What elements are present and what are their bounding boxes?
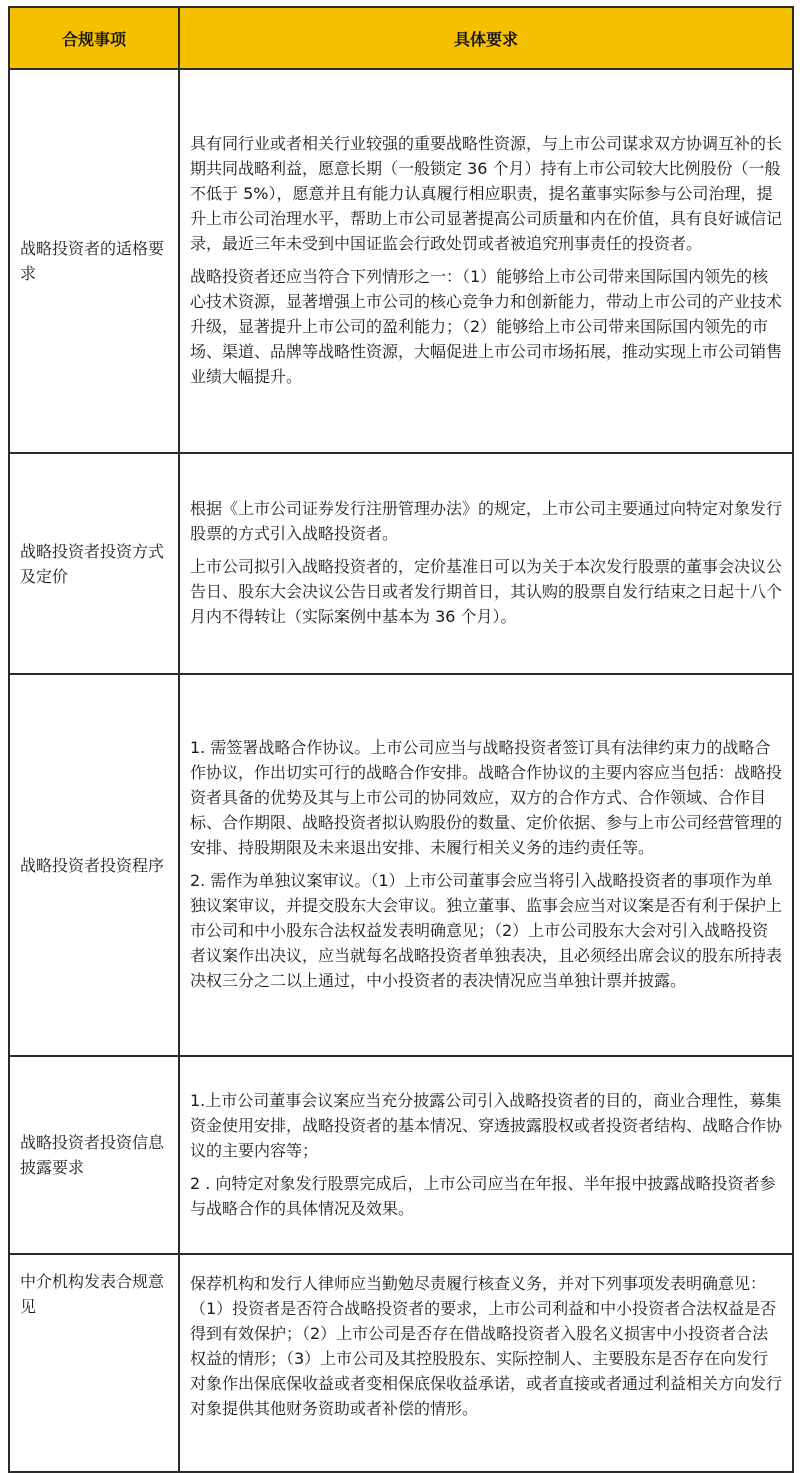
requirement-paragraph: 上市公司拟引入战略投资者的，定价基准日可以为关于本次发行股票的董事会决议公告日、股东大会决议公告日或者发行期首日，其认购的股票自发行结束之日起十八个月内不得转让（实际案例中基本为 36 个月）。 xyxy=(190,557,783,626)
row-requirements xyxy=(179,453,793,674)
table-row xyxy=(9,1056,793,1254)
header-compliance-item: 合规事项 xyxy=(9,7,179,69)
row-requirements xyxy=(179,1056,793,1254)
header-specific-requirements: 具体要求 xyxy=(179,7,793,69)
table-header-row xyxy=(9,7,793,69)
table-row xyxy=(9,69,793,453)
requirement-paragraph: 2 . 向特定对象发行股票完成后，上市公司应当在年报、半年报中披露战略投资者参与战略合作的具体情况及效果。 xyxy=(190,1173,776,1218)
requirement-paragraph: 1. 需签署战略合作协议。上市公司应当与战略投资者签订具有法律约束力的战略合作协议，作出切实可行的战略合作安排。战略合作协议的主要内容应当包括：战略投资者具备的优势及其与上市公司的协同效应，双方的合作方式、合作领域、合作目标、合作期限、战略投资者拟认购股份的数量、定价依据、参与上市公司经营管理的安排、持股期限及未来退出安排、未履行相关义务的违约责任等。 xyxy=(190,738,783,857)
compliance-table xyxy=(8,6,794,1473)
requirement-paragraph: 具有同行业或者相关行业较强的重要战略性资源，与上市公司谋求双方协调互补的长期共同战略利益，愿意长期（一般锁定 36 个月）持有上市公司较大比例股份（一般不低于 5%），愿意并且有能力认真履行相应职责，提名董事实际参与公司治理，提升上市公司治理水平，帮助上市公司显著提高公司质量和内在价值，具有良好诚信记录，最近三年未受到中国证监会行政处罚或者被追究刑事责任的投资者。 xyxy=(190,134,783,253)
compliance-table-container xyxy=(8,6,792,1473)
row-requirements xyxy=(179,674,793,1056)
row-item-label: 战略投资者投资信息披露要求 xyxy=(9,1056,179,1254)
requirement-paragraph: 保荐机构和发行人律师应当勤勉尽责履行核查义务，并对下列事项发表明确意见：（1）投资者是否符合战略投资者的要求，上市公司利益和中小投资者合法权益是否得到有效保护；（2）上市公司是否存在借战略投资者入股名义损害中小投资者合法权益的情形；（3）上市公司及其控股股东、实际控制人、主要股东是否存在向发行对象作出保底保收益或者变相保底保收益承诺，或者直接或者通过利益相关方向发行对象提供其他财务资助或者补偿的情形。 xyxy=(190,1274,783,1418)
row-item-label: 战略投资者的适格要求 xyxy=(9,69,179,453)
row-item-label: 战略投资者投资程序 xyxy=(9,674,179,1056)
table-row xyxy=(9,1254,793,1472)
requirement-paragraph: 战略投资者还应当符合下列情形之一：（1）能够给上市公司带来国际国内领先的核心技术资源，显著增强上市公司的核心竞争力和创新能力，带动上市公司的产业技术升级，显著提升上市公司的盈利能力；（2）能够给上市公司带来国际国内领先的市场、渠道、品牌等战略性资源，大幅促进上市公司市场拓展，推动实现上市公司销售业绩大幅提升。 xyxy=(190,267,783,386)
table-row xyxy=(9,674,793,1056)
row-requirements xyxy=(179,1254,793,1472)
row-item-label: 战略投资者投资方式及定价 xyxy=(9,453,179,674)
requirement-paragraph: 2. 需作为单独议案审议。（1）上市公司董事会应当将引入战略投资者的事项作为单独议案审议，并提交股东大会审议。独立董事、监事会应当对议案是否有利于保护上市公司和中小股东合法权益发表明确意见；（2）上市公司股东大会对引入战略投资者议案作出决议，应当就每名战略投资者单独表决，且必须经出席会议的股东所持表决权三分之二以上通过，中小投资者的表决情况应当单独计票并披露。 xyxy=(190,871,783,990)
requirement-paragraph: 1.上市公司董事会议案应当充分披露公司引入战略投资者的目的，商业合理性，募集资金使用安排，战略投资者的基本情况、穿透披露股权或者投资者结构、战略合作协议的主要内容等； xyxy=(190,1090,783,1160)
row-item-label: 中介机构发表合规意见 xyxy=(9,1254,179,1472)
row-requirements xyxy=(179,69,793,453)
table-row xyxy=(9,453,793,674)
requirement-paragraph: 根据《上市公司证券发行注册管理办法》的规定，上市公司主要通过向特定对象发行股票的方式引入战略投资者。 xyxy=(190,499,783,543)
